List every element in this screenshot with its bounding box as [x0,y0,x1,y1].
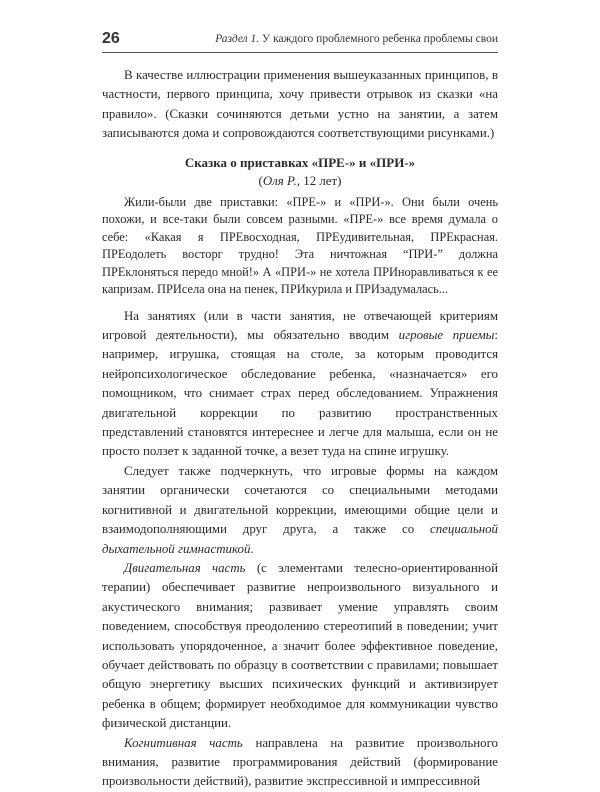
running-head [215,33,498,45]
tale-author-open: ( [258,173,263,188]
p4-emphasis: Двигательная часть [124,560,246,575]
p4-text: (с элементами телесно-ориентированной терапии) обеспечивает развитие непроизвольного визуального и акустического внимания; развивает умение управлять своим поведением, способствуя преодолению стереотипий в поведении; учит использовать упорядоченное, а значит более эффективное поведение, обучает действовать по образцу в соответствии с правилами; повышает общую энергетику высших психических функций и активизирует ребенка в общем; формирует необходимое для коммуникации чувство физической дистанции. [102,560,498,731]
tale-text: Жили-были две приставки: «ПРЕ-» и «ПРИ-». Они были очень похожи, и все-таки были совсем разными. «ПРЕ-» все время думала о себе: «Какая я ПРЕвосходная, ПРЕудивительная, ПРЕкрасная. ПРЕодолеть восторг трудно! Эта ничтожная “ПРИ-” должна ПРЕклоняться передо мной!» А «ПРИ-» не хотела ПРИноравливаться к ее капризам. ПРИсела она на пенек, ПРИкурила и ПРИзадумалась... [102,194,498,297]
page-number: 26 [102,30,120,47]
p5-emphasis: Когнитивная часть [124,735,243,750]
paragraph-cognitive-part [102,734,498,792]
p2-emphasis: игровые приемы [398,328,495,343]
p2-text-a: На занятиях (или в части занятия, не отвечающей критериям игровой деятельности), мы обязательно вводим [102,308,498,343]
p2-text-b: : например, игрушка, стоящая на столе, за которым проводится нейропсихологическое обследование ребенка, «назначается» его помощником, что снимает страх перед обследованием. Упражнения двигательной коррекции по развитию пространственных представлений становятся интереснее и легче для малыша, если он не просто ползет к заданной точке, а везет туда на спине игрушку. [102,328,498,459]
intro-paragraph: В качестве иллюстрации применения вышеуказанных принципов, в частности, первого принципа, хочу привести отрывок из сказки «на правило». (Сказки сочиняются детьми устно на занятии, а затем записываются дома и сопровождаются соответствующими рисунками.) [102,68,498,141]
page-content [102,66,498,792]
paragraph-combination [102,462,498,559]
tale-author [102,172,498,190]
p3-text-b: . [250,541,254,556]
tale-author-name: Оля Р. [262,173,297,188]
tale-author-age: , 12 лет) [296,173,342,188]
p3-emphasis: специальной дыхательной гимнастикой [102,522,498,556]
p3-text-a: Следует также подчеркнуть, что игровые формы на каждом занятии органически сочетаются со специальными методами когнитивной и двигательной коррекции, имеющими общие цели и взаимодополняющими друг друга, а также со [102,463,498,537]
p5-text: направлена на развитие произвольного внимания, развитие программирования действий (формирование произвольности действий), развитие экспрессивной и импрессивной [102,735,498,789]
page-header [102,30,498,53]
paragraph-game-techniques [102,307,498,462]
tale-title: Сказка о приставках «ПРЕ-» и «ПРИ-» [184,154,416,170]
section-label: Раздел 1. [215,33,260,45]
section-title: У каждого проблемного ребенка проблемы свои [262,33,498,45]
paragraph-motor-part [102,559,498,734]
